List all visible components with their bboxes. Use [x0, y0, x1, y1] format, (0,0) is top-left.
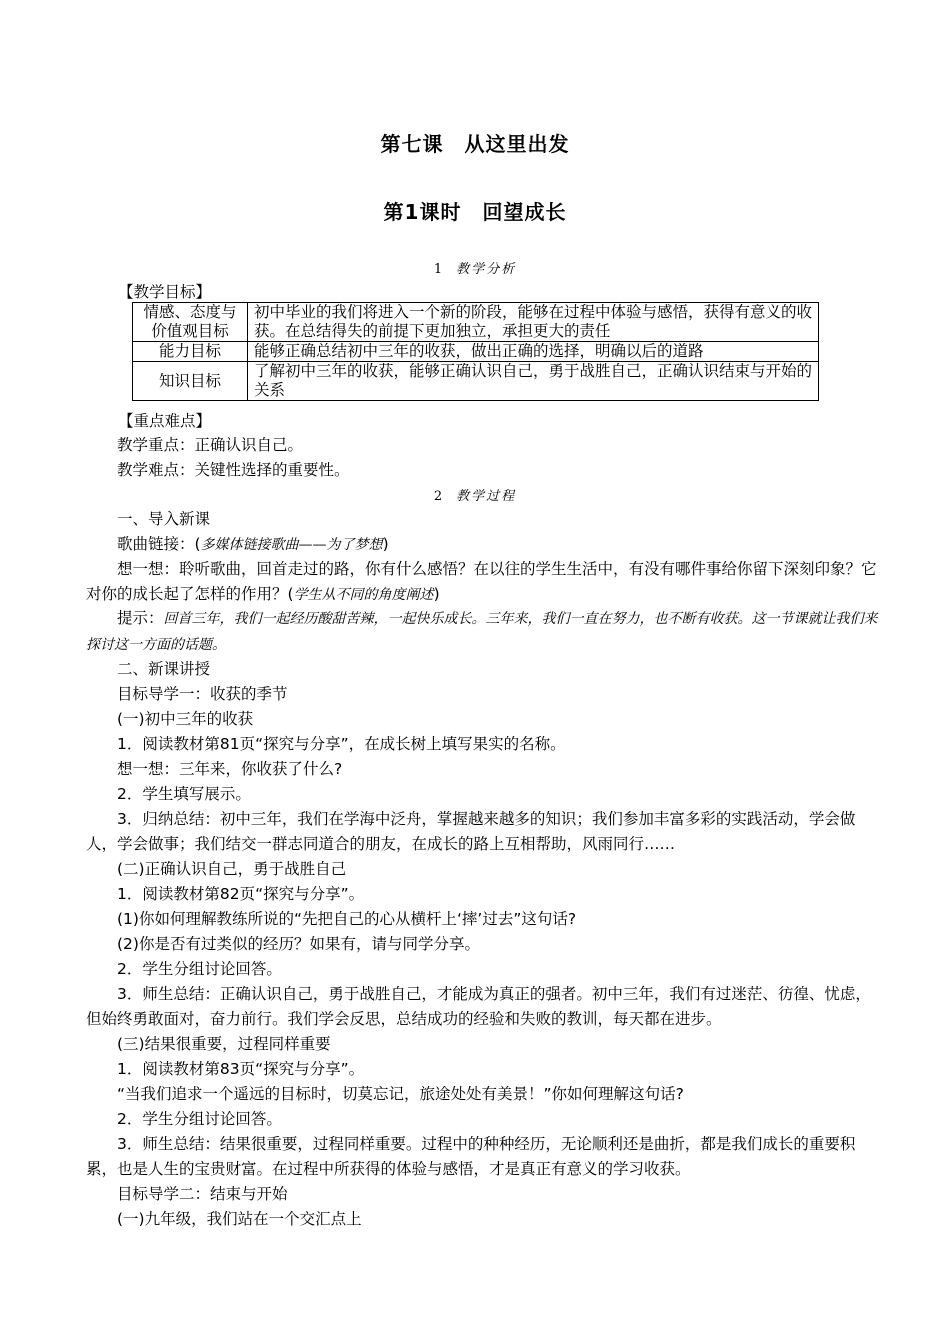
goal-key: 知识目标: [133, 362, 248, 401]
paragraph: (1)你如何理解教练所说的“先把自己的心从横杆上‘摔’过去”这句话?: [117, 910, 577, 928]
table-row: [133, 362, 819, 401]
table-row: [133, 342, 819, 362]
paragraph: [86, 557, 880, 608]
paragraph: 1．阅读教材第83页“探究与分享”。: [117, 1060, 365, 1078]
paragraph: 2．学生填写展示。: [117, 785, 251, 803]
paragraph: 目标导学一：收获的季节: [117, 685, 288, 703]
text-run: 想一想：聆听歌曲，回首走过的路，你有什么感悟？在以往的学生生活中，有没有哪件事给你留下深刻印象？它对你的成长起了怎样的作用？(: [86, 560, 877, 603]
paragraph: (三)结果很重要，过程同样重要: [117, 1035, 331, 1053]
section-heading-analysis: [0, 258, 950, 277]
lesson-title: 第七课 从这里出发: [380, 132, 570, 156]
paragraph: (一)九年级，我们站在一个交汇点上: [117, 1210, 362, 1228]
goal-value: 了解初中三年的收获，能够正确认识自己，勇于战胜自己，正确认识结束与开始的关系: [248, 362, 819, 401]
paragraph: [86, 532, 880, 558]
paragraph: 一、导入新课: [117, 510, 211, 528]
section-label: 教学分析: [456, 262, 517, 277]
section-number: 2: [433, 489, 443, 504]
paragraph: (2)你是否有过类似的经历？如果有，请与同学分享。: [117, 935, 480, 953]
note-text: 学生从不同的角度阐述: [293, 587, 434, 603]
table-row: [133, 303, 819, 342]
section-label: 教学过程: [456, 489, 517, 504]
paragraph: 想一想：三年来，你收获了什么?: [117, 760, 343, 778]
paragraph: (一)初中三年的收获: [117, 710, 254, 728]
note-text: 多媒体链接歌曲——为了梦想: [200, 537, 383, 553]
paragraph: 2．学生分组讨论回答。: [117, 960, 282, 978]
section-number: 1: [433, 262, 443, 277]
goal-key: 情感、态度与价值观目标: [133, 303, 248, 342]
goals-table: [132, 302, 819, 401]
goal-value: 初中毕业的我们将进入一个新的阶段，能够在过程中体验与感悟，获得有意义的收获。在总结得失的前提下更加独立，承担更大的责任: [248, 303, 819, 342]
goal-value: 能够正确总结初中三年的收获，做出正确的选择，明确以后的道路: [248, 342, 819, 362]
paragraph: “当我们追求一个遥远的目标时，切莫忘记，旅途处处有美景！”你如何理解这句话?: [117, 1085, 684, 1103]
paragraph: 2．学生分组讨论回答。: [117, 1110, 282, 1128]
paragraph: 二、新课讲授: [117, 660, 211, 678]
key-heading: 【重点难点】: [118, 412, 212, 430]
difficult-point: 教学难点：关键性选择的重要性。: [117, 461, 350, 479]
paragraph: [86, 606, 880, 658]
text-run: 歌曲链接：(: [117, 535, 201, 553]
paragraph: 3．师生总结：正确认识自己，勇于战胜自己，才能成为真正的强者。初中三年，我们有过迷茫、彷徨、忧虑，但始终勇敢面对，奋力前行。我们学会反思，总结成功的经验和失败的教训，每天都在进步。: [86, 985, 871, 1028]
paragraph: 目标导学二：结束与开始: [117, 1185, 288, 1203]
text-run: ): [382, 535, 389, 553]
goal-key: 能力目标: [133, 342, 248, 362]
paragraph: 1．阅读教材第81页“探究与分享”，在成长树上填写果实的名称。: [117, 735, 566, 753]
note-text: 回首三年，我们一起经历酸甜苦辣，一起快乐成长。三年来，我们一直在努力，也不断有收获。这一节课就让我们来探讨这一方面的话题。: [86, 611, 878, 653]
paragraph: 3．归纳总结：初中三年，我们在学海中泛舟，掌握越来越多的知识；我们参加丰富多彩的实践活动，学会做人，学会做事；我们结交一群志同道合的朋友，在成长的路上互相帮助，风雨同行……: [86, 810, 856, 853]
section-heading-process: [0, 485, 950, 504]
paragraph: (二)正确认识自己，勇于战胜自己: [117, 860, 347, 878]
goals-heading: 【教学目标】: [118, 283, 212, 301]
text-run: ): [433, 585, 440, 603]
key-point: 教学重点：正确认识自己。: [117, 436, 304, 454]
period-title: 第1课时 回望成长: [383, 200, 567, 224]
text-run: 提示：: [117, 609, 164, 627]
paragraph: 3．师生总结：结果很重要，过程同样重要。过程中的种种经历，无论顺利还是曲折，都是我们成长的重要积累，也是人生的宝贵财富。在过程中所获得的体验与感悟，才是真正有意义的学习收获。: [86, 1135, 856, 1178]
paragraph: 1．阅读教材第82页“探究与分享”。: [117, 885, 365, 903]
